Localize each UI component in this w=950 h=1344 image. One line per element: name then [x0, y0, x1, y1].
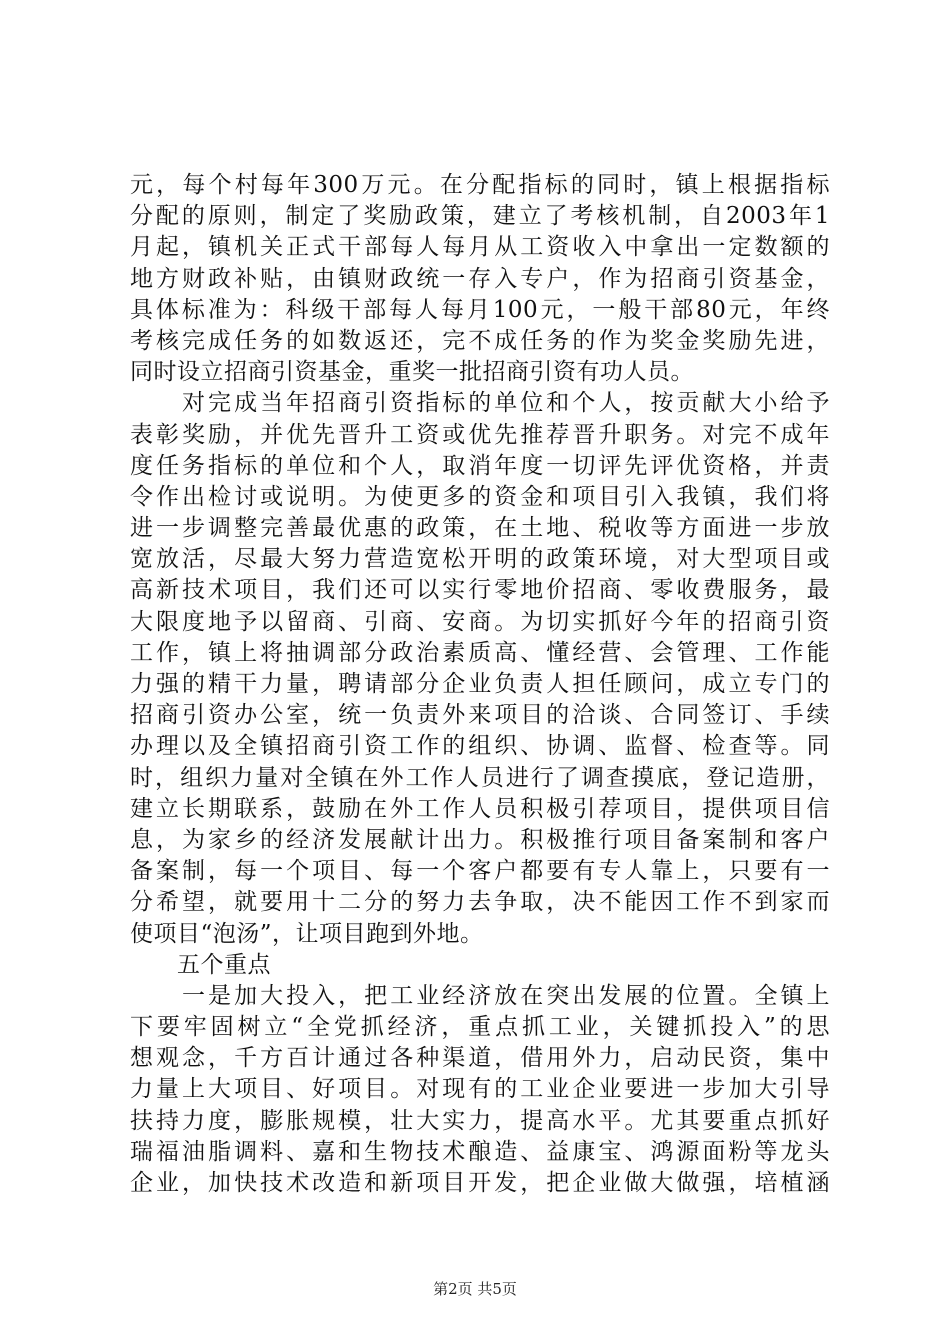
page-number: 第2页 共5页: [433, 1280, 517, 1298]
text-line: 对完成当年招商引资指标的单位和个人，按贡献大小给予: [130, 390, 830, 417]
text-line: 元，每个村每年300万元。在分配指标的同时，镇上根据指标: [130, 172, 830, 198]
text-line: 一是加大投入，把工业经济放在突出发展的位置。全镇上: [130, 982, 830, 1009]
text-line: 地方财政补贴，由镇财政统一存入专户，作为招商引资基金，: [130, 265, 830, 292]
text-line: 宽放活，尽最大努力营造宽松开明的政策环境，对大型项目或: [130, 546, 830, 573]
text-line: 使项目“泡汤”，让项目跑到外地。: [130, 920, 484, 947]
text-line: 分希望，就要用十二分的努力去争取，决不能因工作不到家而: [130, 889, 830, 916]
text-line: 具体标准为：科级干部每人每月100元，一般干部80元，年终: [130, 296, 830, 323]
text-line: 表彰奖励，并优先晋升工资或优先推荐晋升职务。对完不成年: [130, 421, 830, 448]
text-line: 度任务指标的单位和个人，取消年度一切评先评优资格，并责: [130, 452, 830, 479]
document-body: [130, 170, 830, 1199]
text-line: 想观念，千方百计通过各种渠道，借用外力，启动民资，集中: [130, 1045, 830, 1072]
text-line: 月起，镇机关正式干部每人每月从工资收入中拿出一定数额的: [130, 234, 830, 261]
text-line: 工作，镇上将抽调部分政治素质高、懂经营、会管理、工作能: [130, 639, 830, 666]
text-line: 瑞福油脂调料、嘉和生物技术酿造、益康宝、鸿源面粉等龙头: [130, 1138, 830, 1165]
text-line: 息，为家乡的经济发展献计出力。积极推行项目备案制和客户: [130, 826, 830, 853]
text-line: 办理以及全镇招商引资工作的组织、协调、监督、检查等。同: [130, 733, 830, 760]
text-line: 扶持力度，膨胀规模，壮大实力，提高水平。尤其要重点抓好: [130, 1107, 830, 1134]
text-line: 时，组织力量对全镇在外工作人员进行了调查摸底，登记造册，: [130, 764, 830, 791]
section-heading: 五个重点: [130, 951, 271, 978]
text-line: 招商引资办公室，统一负责外来项目的洽谈、合同签订、手续: [130, 702, 830, 729]
text-line: 进一步调整完善最优惠的政策，在土地、税收等方面进一步放: [130, 515, 830, 542]
text-line: 高新技术项目，我们还可以实行零地价招商、零收费服务，最: [130, 577, 830, 604]
text-line: 分配的原则，制定了奖励政策，建立了考核机制，自2003年1: [130, 203, 830, 230]
text-line: 力量上大项目、好项目。对现有的工业企业要进一步加大引导: [130, 1076, 830, 1103]
text-line: 企业，加快技术改造和新项目开发，把企业做大做强，培植涵: [130, 1170, 830, 1196]
text-line: 考核完成任务的如数返还，完不成任务的作为奖金奖励先进，: [130, 327, 830, 354]
text-line: 备案制，每一个项目、每一个客户都要有专人靠上，只要有一: [130, 858, 830, 885]
text-line: 力强的精干力量，聘请部分企业负责人担任顾问，成立专门的: [130, 671, 830, 697]
text-line: 下要牢固树立“全党抓经济，重点抓工业，关键抓投入”的思: [130, 1014, 830, 1041]
text-line: 建立长期联系，鼓励在外工作人员积极引荐项目，提供项目信: [130, 795, 830, 822]
text-line: 大限度地予以留商、引商、安商。为切实抓好今年的招商引资: [130, 608, 830, 635]
text-line: 令作出检讨或说明。为使更多的资金和项目引入我镇，我们将: [130, 483, 830, 510]
text-line: 同时设立招商引资基金，重奖一批招商引资有功人员。: [130, 359, 694, 386]
